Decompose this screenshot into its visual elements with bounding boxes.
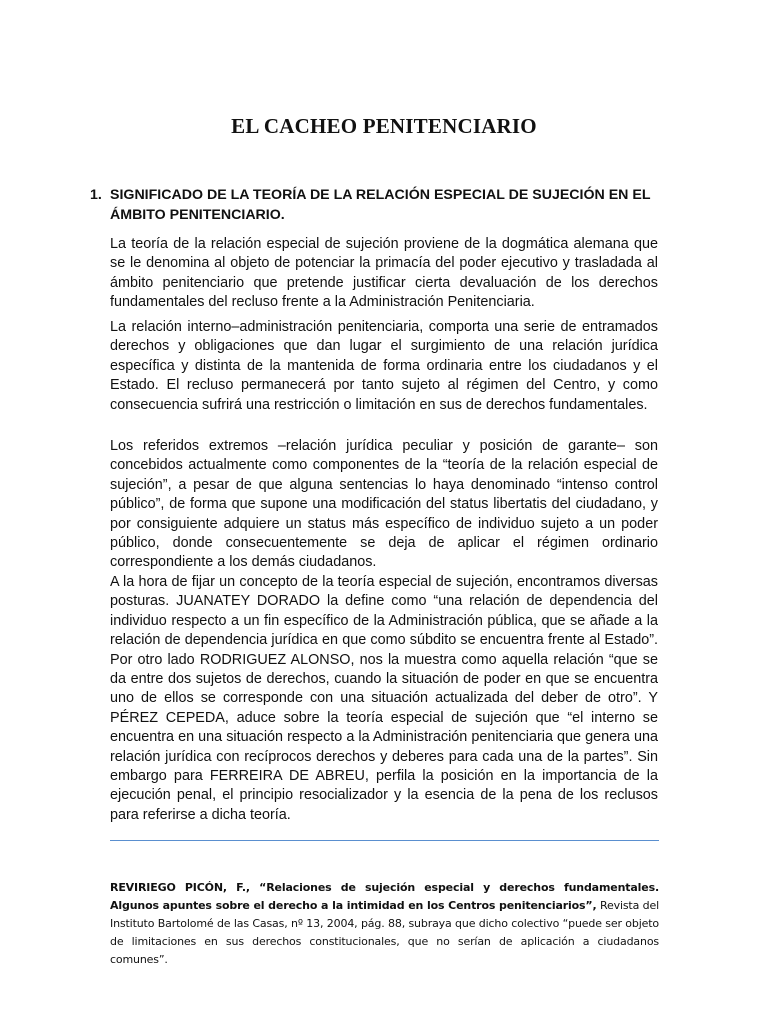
- footnote-citation: REVIRIEGO PICÓN, F., “Relaciones de sujeción especial y derechos fundamentales. Algunos apuntes sobre el derecho a la intimidad en los Centros penitenciarios”,: [110, 881, 659, 912]
- paragraph-origin-of-theory: La teoría de la relación especial de sujeción proviene de la dogmática alemana que se le denomina al objeto de potenciar la primacía del poder ejecutivo y trasladada al ámbito penitenciario que pretende justificar cierta devaluación de los derechos fundamentales del recluso frente a la Administración Penitenciaria.: [110, 236, 658, 311]
- section-heading-text: SIGNIFICADO DE LA TEORÍA DE LA RELACIÓN ESPECIAL DE SUJECIÓN EN EL ÁMBITO PENITENCIARIO.: [110, 187, 651, 223]
- paragraph-special-subjection-components: Los referidos extremos –relación jurídica peculiar y posición de garante– son concebidos actualmente como componentes de la “teoría de la relación especial de sujeción”, a pesar de que alguna sentencias lo haya denominado “intenso control público”, de forma que supone una modificación del status libertatis del ciudadano, y por consiguiente adquiere un status más específico de individuo sujeto a un poder público, donde consecuentemente se deja de aplicar el régimen ordinario correspondiente a los demás ciudadanos.: [110, 438, 658, 571]
- section-heading: [90, 185, 662, 225]
- footnote: [110, 879, 659, 969]
- section-number: 1.: [90, 187, 102, 203]
- paragraph-inmate-administration-relation: La relación interno–administración penitenciaria, comporta una serie de entramados derechos y obligaciones que dan lugar el surgimiento de una relación jurídica específica y distinta de la mantenida de forma ordinaria entre los ciudadanos y el Estado. El recluso permanecerá por tanto sujeto al régimen del Centro, y como consecuencia sufrirá una restricción o limitación en sus de derechos fundamentales.: [110, 319, 658, 413]
- footnote-separator: [110, 840, 659, 841]
- paragraph-doctrinal-positions: A la hora de fijar un concepto de la teoría especial de sujeción, encontramos diversas posturas. JUANATEY DORADO la define como “una relación de dependencia del individuo respecto a un fin específico de la Administración pública, que se añade a la relación de dependencia jurídica en que como súbdito se encuentra frente al Estado”. Por otro lado RODRIGUEZ ALONSO, nos la muestra como aquella relación “que se da entre dos sujetos de derechos, cuando la situación de poder en que se encuentra uno de ellos se corresponde con una situación actualizada del deber de otro”. Y PÉREZ CEPEDA, aduce sobre la teoría especial de sujeción que “el interno se encuentra en una situación respecto a la Administración penitenciaria que genera una relación jurídica con recíprocos derechos y deberes para cada una de la partes”. Sin embargo para FERREIRA DE ABREU, perfila la posición en la importancia de la ejecución penal, el principio resocializador y la esencia de la pena de los reclusos para referirse a dicha teoría.: [110, 574, 658, 823]
- footnote-text: Revista del Instituto Bartolomé de las Casas, nº 13, 2004, pág. 88, subraya que dicho colectivo “puede ser objeto de limitaciones en sus derechos constitucionales, que no serían de aplicación a ciudadanos comunes”.: [110, 899, 659, 966]
- document-title: EL CACHEO PENITENCIARIO: [231, 114, 537, 138]
